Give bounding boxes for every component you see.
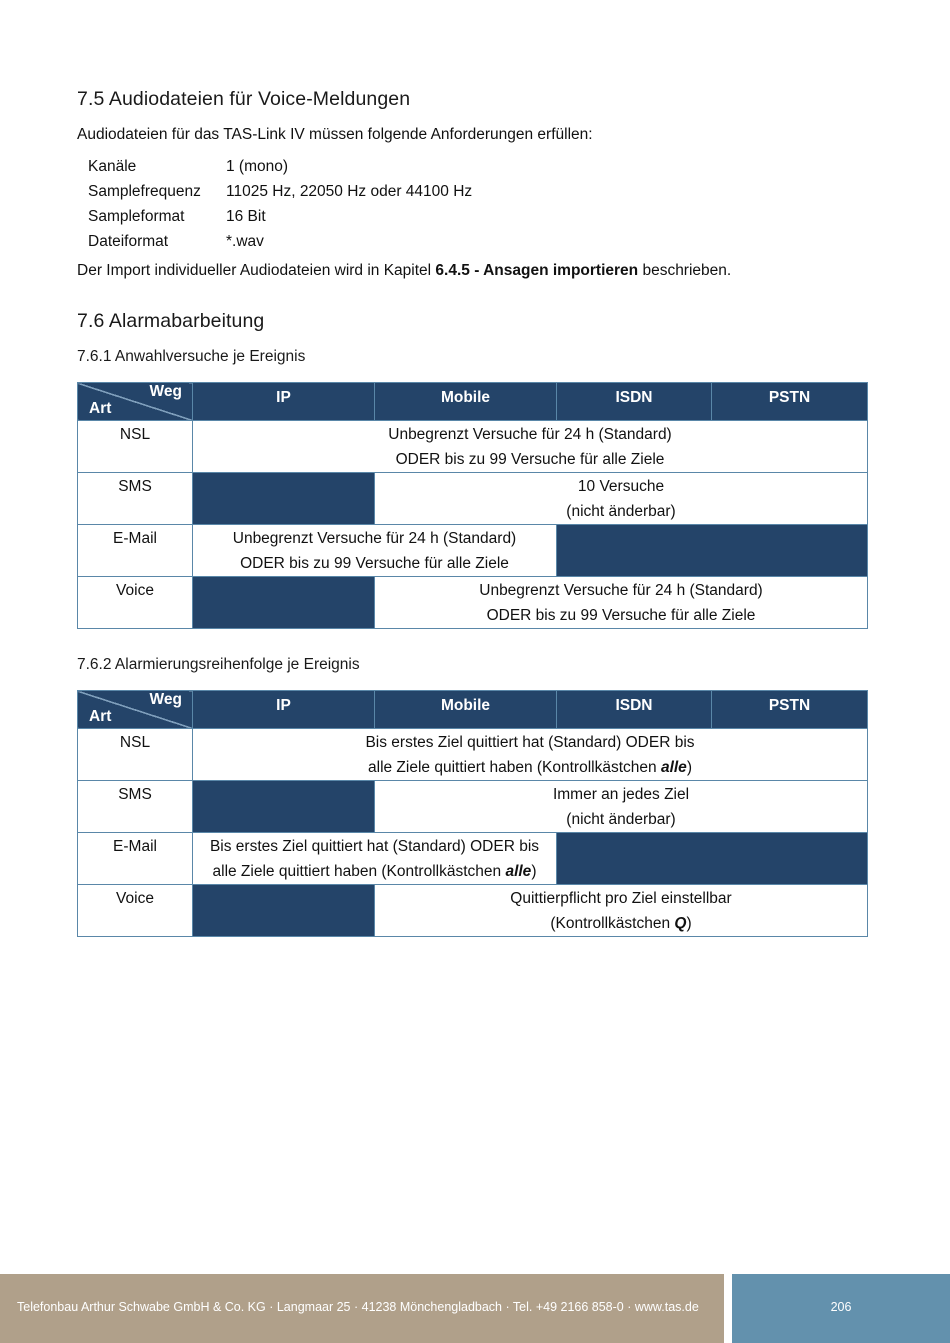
value-line: (nicht änderbar)	[566, 503, 676, 520]
audio-intro-text: Audiodateien für das TAS-Link IV müssen folgende Anforderungen erfüllen:	[77, 126, 593, 143]
header-pstn: PSTN	[712, 383, 868, 421]
row-value	[193, 729, 868, 781]
page-number: 206	[830, 1300, 852, 1314]
value-line: Unbegrenzt Versuche für 24 h (Standard)	[232, 530, 517, 547]
checkbox-name: alle	[660, 759, 687, 776]
row-label: Voice	[78, 885, 193, 937]
value-line: Immer an jedes Ziel	[552, 786, 690, 803]
table-row-sms	[78, 781, 868, 833]
header-art: Art	[89, 708, 112, 725]
dial-attempts-table	[77, 382, 868, 629]
value-line: Unbegrenzt Versuche für 24 h (Standard)	[388, 426, 672, 443]
not-applicable-cell	[193, 781, 375, 833]
table-row-voice	[78, 885, 868, 937]
value-line: ODER bis zu 99 Versuche für alle Ziele	[395, 451, 665, 468]
row-label: SMS	[78, 781, 193, 833]
spec-key: Dateiformat	[88, 233, 169, 250]
row-label: E-Mail	[78, 525, 193, 577]
table-header-row	[78, 691, 868, 729]
row-value	[193, 421, 868, 473]
section-heading-7-5: 7.5 Audiodateien für Voice-Meldungen	[77, 88, 411, 110]
value-line: 10 Versuche	[577, 478, 665, 495]
header-weg: Weg	[149, 383, 182, 400]
value-line	[375, 911, 867, 936]
table-row-email	[78, 525, 868, 577]
spec-value: 1 (mono)	[226, 158, 289, 175]
table-row-sms	[78, 473, 868, 525]
import-note-text-end: beschrieben.	[638, 262, 732, 279]
value-line: Quittierpflicht pro Ziel einstellbar	[510, 890, 732, 907]
table-row-nsl	[78, 421, 868, 473]
row-label: E-Mail	[78, 833, 193, 885]
footer-company-text: Telefonbau Arthur Schwabe GmbH & Co. KG · Langmaar 25 · 41238 Mönchengladbach · Tel. +49 2166 858-0 · www.tas.de	[17, 1300, 699, 1314]
row-value	[375, 473, 868, 525]
not-applicable-cell	[193, 577, 375, 629]
value-text: alle Ziele quittiert haben (Kontrollkästchen	[212, 863, 506, 880]
value-line: Bis erstes Ziel quittiert hat (Standard) ODER bis	[365, 734, 695, 751]
row-label: Voice	[78, 577, 193, 629]
header-ip: IP	[193, 383, 375, 421]
spec-key: Kanäle	[88, 158, 137, 175]
table-row-email	[78, 833, 868, 885]
row-value	[193, 525, 557, 577]
footer-company-bar	[0, 1274, 724, 1343]
row-label: NSL	[78, 421, 193, 473]
value-line: ODER bis zu 99 Versuche für alle Ziele	[486, 607, 756, 624]
value-line: Unbegrenzt Versuche für 24 h (Standard)	[479, 582, 763, 599]
row-value	[375, 885, 868, 937]
value-text: )	[686, 915, 692, 932]
import-note-text: Der Import individueller Audiodateien wird in Kapitel	[77, 262, 436, 279]
not-applicable-cell	[557, 833, 868, 885]
header-corner-cell	[78, 691, 193, 729]
header-pstn: PSTN	[712, 691, 868, 729]
value-line	[193, 859, 556, 884]
spec-value: *.wav	[226, 233, 264, 250]
spec-key: Sampleformat	[88, 208, 185, 225]
value-text: (Kontrollkästchen	[550, 915, 675, 932]
header-mobile: Mobile	[375, 383, 557, 421]
spec-value: 16 Bit	[226, 208, 266, 225]
section-heading-7-6: 7.6 Alarmabarbeitung	[77, 310, 265, 332]
table-header-row	[78, 383, 868, 421]
value-line	[193, 755, 867, 780]
footer-page-bar	[732, 1274, 950, 1343]
header-isdn: ISDN	[557, 691, 712, 729]
not-applicable-cell	[193, 473, 375, 525]
not-applicable-cell	[557, 525, 868, 577]
value-text: )	[531, 863, 537, 880]
value-line: ODER bis zu 99 Versuche für alle Ziele	[240, 555, 509, 572]
value-line: Bis erstes Ziel quittiert hat (Standard) ODER bis	[209, 838, 540, 855]
checkbox-name: alle	[505, 863, 532, 880]
table-row-nsl	[78, 729, 868, 781]
table-row-voice	[78, 577, 868, 629]
subsection-heading-7-6-2: 7.6.2 Alarmierungsreihenfolge je Ereignis	[77, 656, 360, 673]
not-applicable-cell	[193, 885, 375, 937]
subsection-heading-7-6-1: 7.6.1 Anwahlversuche je Ereignis	[77, 348, 306, 365]
chapter-reference: 6.4.5 - Ansagen importieren	[435, 262, 639, 279]
checkbox-name: Q	[674, 915, 687, 932]
import-note	[77, 262, 731, 280]
value-text: )	[686, 759, 692, 776]
header-mobile: Mobile	[375, 691, 557, 729]
alarm-order-table	[77, 690, 868, 937]
row-value	[193, 833, 557, 885]
header-ip: IP	[193, 691, 375, 729]
header-corner-cell	[78, 383, 193, 421]
row-label: NSL	[78, 729, 193, 781]
spec-key: Samplefrequenz	[88, 183, 201, 200]
header-weg: Weg	[149, 691, 182, 708]
value-line: (nicht änderbar)	[566, 811, 676, 828]
row-value	[375, 577, 868, 629]
spec-value: 11025 Hz, 22050 Hz oder 44100 Hz	[226, 183, 473, 200]
header-art: Art	[89, 400, 112, 417]
header-isdn: ISDN	[557, 383, 712, 421]
row-label: SMS	[78, 473, 193, 525]
value-text: alle Ziele quittiert haben (Kontrollkästchen	[368, 759, 661, 776]
row-value	[375, 781, 868, 833]
